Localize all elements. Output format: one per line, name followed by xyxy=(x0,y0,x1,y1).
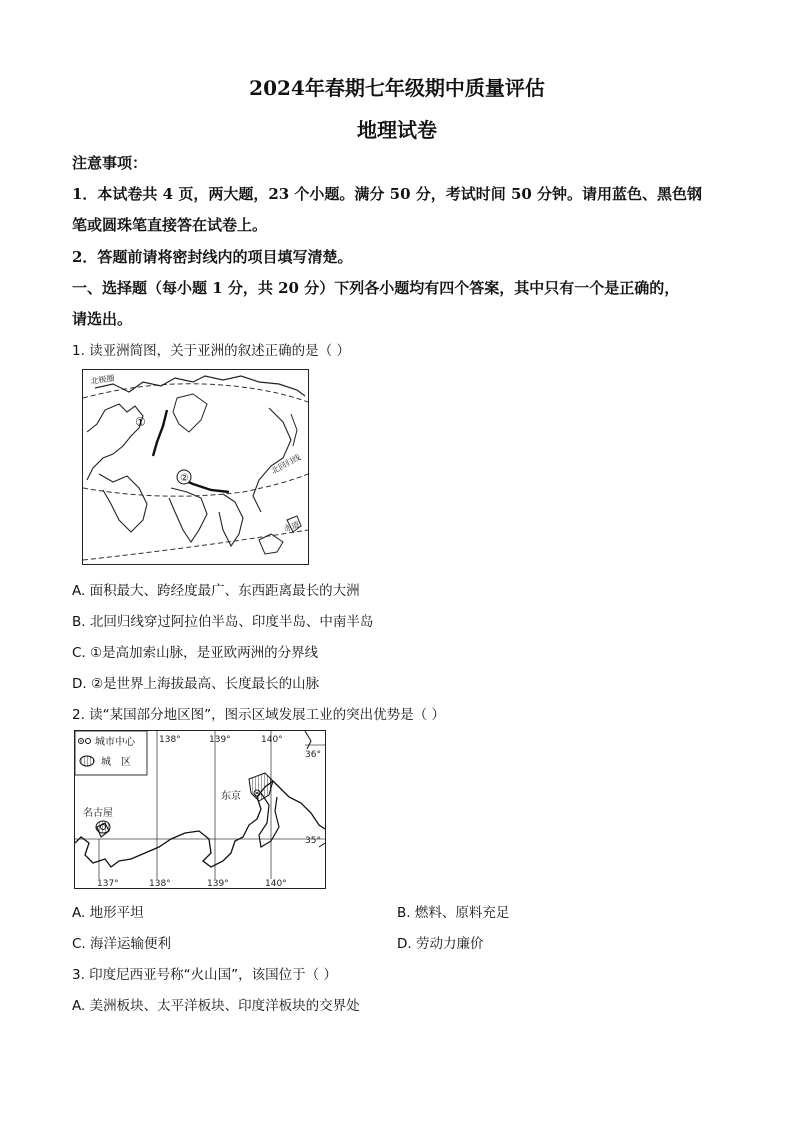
question-2-stem: 2. 读“某国部分地区图”，图示区域发展工业的突出优势是（ ） xyxy=(72,707,445,723)
section1-instruction-line-2: 请选出。 xyxy=(72,310,133,328)
lat-36: 36° xyxy=(305,750,321,760)
coastline xyxy=(75,781,325,867)
marker-2: ② xyxy=(180,473,189,484)
asia-map xyxy=(82,369,309,565)
tropic-label: 北回归线 xyxy=(269,452,303,476)
notes-heading: 注意事项： xyxy=(72,154,148,172)
question-3-option-a: A. 美洲板块、太平洋板块、印度洋板块的交界处 xyxy=(72,998,360,1014)
lon-bottom-140: 140° xyxy=(265,879,287,888)
question-1-option-d: D. ②是世界上海拔最高、长度最长的山脉 xyxy=(72,676,320,692)
city-area-symbol xyxy=(80,756,94,766)
legend-city-center: 城市中心 xyxy=(95,737,135,748)
question-1-option-b: B. 北回归线穿过阿拉伯半岛、印度半岛、中南半岛 xyxy=(72,614,374,630)
ural-mountains-line xyxy=(153,410,167,456)
lon-bottom-137: 137° xyxy=(97,879,119,888)
question-2-option-a: A. 地形平坦 xyxy=(72,905,144,921)
nagoya-label: 名古屋 xyxy=(83,808,113,819)
asia-map-drawing xyxy=(83,370,308,564)
southeast-islands xyxy=(259,534,283,554)
question-1-option-a: A. 面积最大、跨经度最广、东西距离最长的大洲 xyxy=(72,583,360,599)
lon-top-138: 138° xyxy=(159,735,181,745)
japan-region-map xyxy=(74,730,326,889)
arabia-outline xyxy=(99,474,147,532)
notes-item-2: 2．答题前请将密封线内的项目填写清楚。 xyxy=(72,248,353,266)
tokyo-city-area xyxy=(249,773,273,801)
question-2-option-d: D. 劳动力廉价 xyxy=(397,936,484,952)
tokyo-label: 东京 xyxy=(221,791,241,802)
question-2-option-b: B. 燃料、原料充足 xyxy=(397,905,510,921)
inner-landmass xyxy=(173,394,207,432)
question-2-option-c: C. 海洋运输便利 xyxy=(72,936,172,952)
lon-bottom-138: 138° xyxy=(149,879,171,888)
island-chain xyxy=(291,414,297,446)
lat-35: 35° xyxy=(305,836,321,846)
question-3-stem: 3. 印度尼西亚号称“火山国”，该国位于（ ） xyxy=(72,967,337,983)
japan-region-map-drawing xyxy=(75,731,325,888)
question-1-option-c: C. ①是高加索山脉，是亚欧两洲的分界线 xyxy=(72,645,319,661)
northeast-coast xyxy=(305,731,311,749)
tokyo-center-dot xyxy=(256,792,258,794)
page-subtitle: 地理试卷 xyxy=(357,118,437,142)
north-coastline xyxy=(95,376,305,396)
arctic-circle-label: 北极圈 xyxy=(90,373,116,386)
section1-instruction-line-1: 一、选择题（每小题 1 分，共 20 分）下列各小题均有四个答案，其中只有一个是正确的， xyxy=(72,279,680,297)
indochina-outline xyxy=(219,494,243,546)
legend-city-area: 城 区 xyxy=(101,757,131,768)
equator-label: 赤道 xyxy=(282,519,301,534)
notes-item-1-line-2: 笔或圆珠笔直接答在试卷上。 xyxy=(72,216,268,234)
page-title: 2024年春期七年级期中质量评估 xyxy=(249,76,545,100)
marker-1: ① xyxy=(135,415,146,429)
lon-top-139: 139° xyxy=(209,735,231,745)
notes-item-1-line-1: 1．本试卷共 4 页，两大题，23 个小题。满分 50 分，考试时间 50 分钟。请用蓝色、黑色钢 xyxy=(72,185,703,203)
nagoya-city-area xyxy=(96,821,110,833)
lon-top-140: 140° xyxy=(261,735,283,745)
lon-bottom-139: 139° xyxy=(207,879,229,888)
city-center-dot-1 xyxy=(80,740,82,742)
question-1-stem: 1. 读亚洲简图，关于亚洲的叙述正确的是（ ） xyxy=(72,343,350,359)
